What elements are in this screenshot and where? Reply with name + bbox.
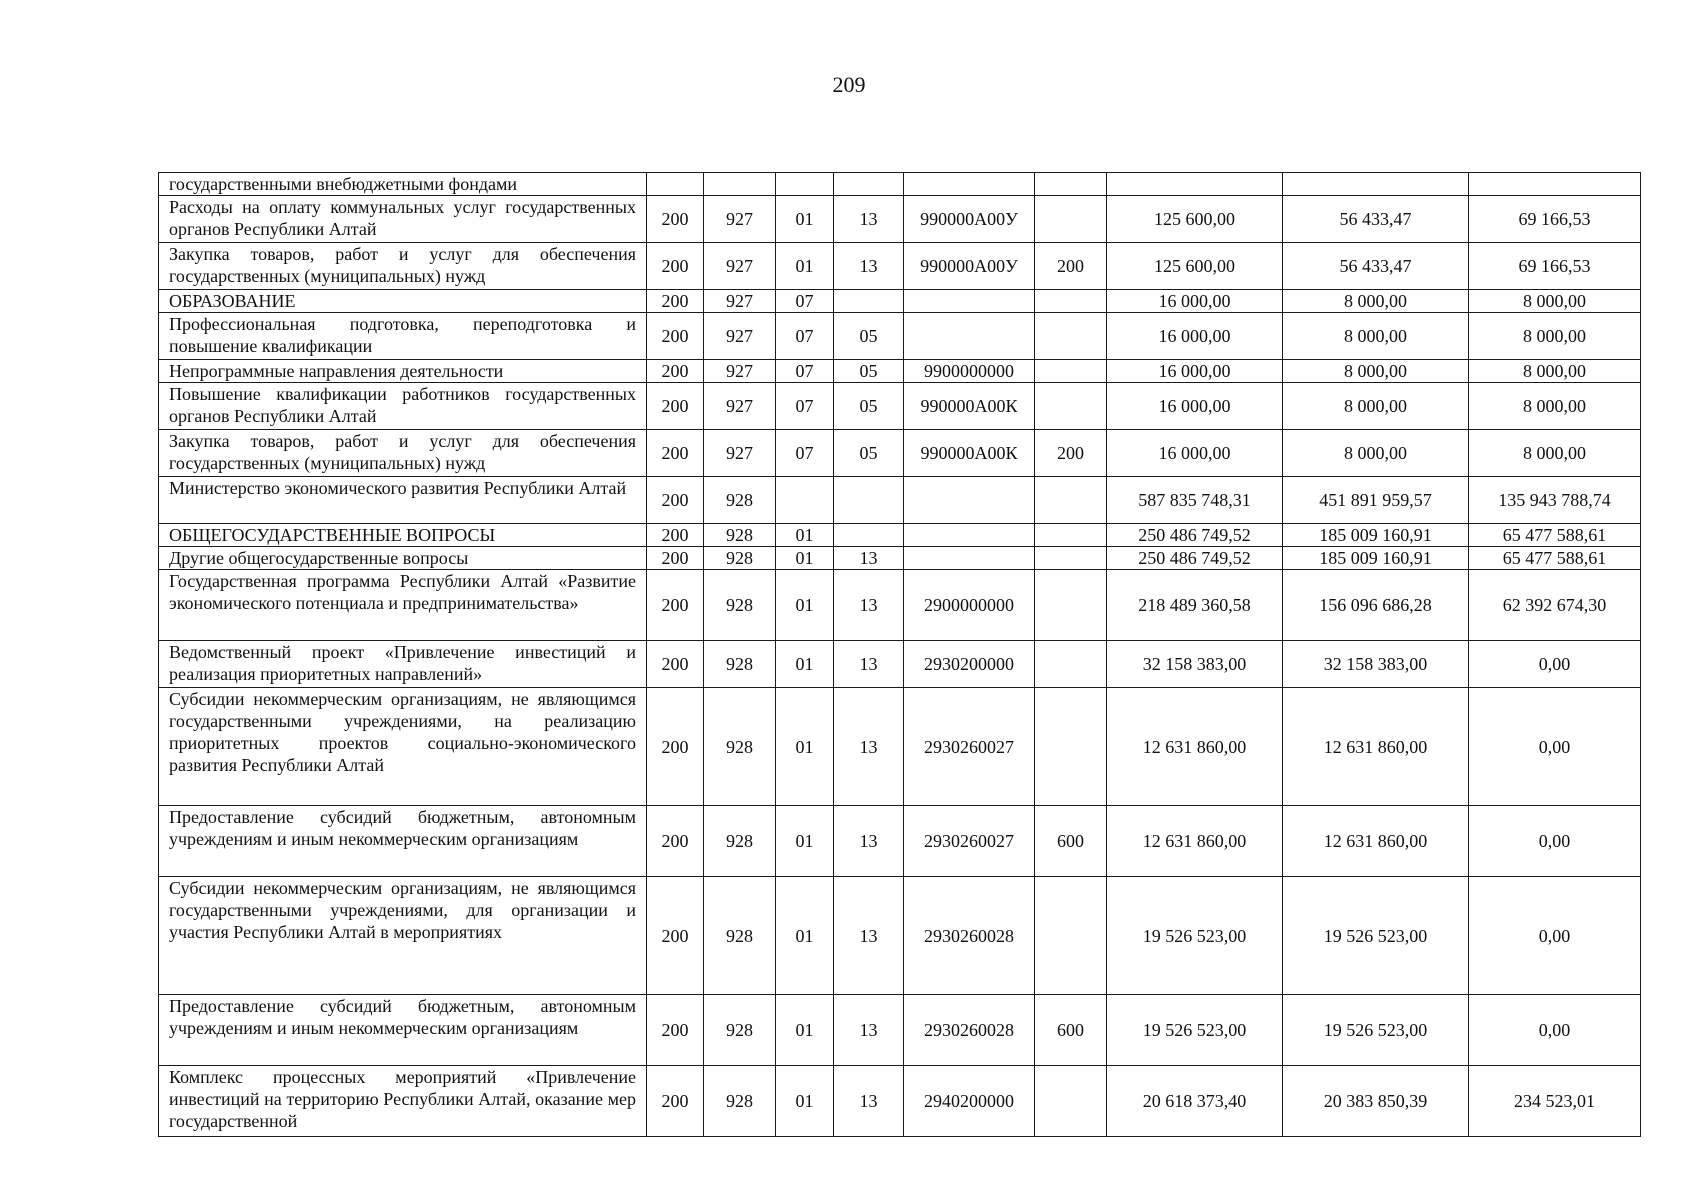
table-row [159, 995, 1641, 1066]
cell-grbs: 200 [647, 570, 704, 641]
cell-ved: 927 [704, 360, 776, 383]
cell-ved: 927 [704, 430, 776, 477]
cell-fact: 20 383 850,39 [1283, 1066, 1469, 1137]
cell-rest: 69 166,53 [1469, 243, 1641, 290]
cell-plan [1107, 173, 1283, 196]
cell-ved: 928 [704, 688, 776, 806]
cell-plan: 16 000,00 [1107, 430, 1283, 477]
cell-csr [904, 313, 1035, 360]
cell-name: Расходы на оплату коммунальных услуг государственных органов Республики Алтай [159, 196, 647, 243]
cell-pr: 05 [834, 313, 904, 360]
cell-pr [834, 173, 904, 196]
cell-plan: 250 486 749,52 [1107, 524, 1283, 547]
cell-rest: 8 000,00 [1469, 383, 1641, 430]
cell-csr: 2930260028 [904, 995, 1035, 1066]
cell-grbs: 200 [647, 1066, 704, 1137]
cell-rest: 0,00 [1469, 688, 1641, 806]
cell-vr [1035, 173, 1107, 196]
cell-vr [1035, 383, 1107, 430]
table-row [159, 547, 1641, 570]
cell-vr: 600 [1035, 995, 1107, 1066]
cell-plan: 12 631 860,00 [1107, 806, 1283, 877]
cell-rest: 8 000,00 [1469, 290, 1641, 313]
cell-ved: 928 [704, 806, 776, 877]
cell-vr [1035, 477, 1107, 524]
cell-fact: 19 526 523,00 [1283, 877, 1469, 995]
cell-grbs: 200 [647, 360, 704, 383]
cell-csr: 990000А00У [904, 243, 1035, 290]
cell-pr: 13 [834, 196, 904, 243]
cell-grbs: 200 [647, 196, 704, 243]
cell-name: Предоставление субсидий бюджетным, автономным учреждениям и иным некоммерческим организациям [159, 806, 647, 877]
cell-ved: 928 [704, 641, 776, 688]
cell-rest: 8 000,00 [1469, 360, 1641, 383]
table-row [159, 570, 1641, 641]
cell-ved [704, 173, 776, 196]
cell-rz: 07 [776, 290, 834, 313]
cell-plan: 32 158 383,00 [1107, 641, 1283, 688]
cell-csr: 2930200000 [904, 641, 1035, 688]
cell-ved: 928 [704, 995, 776, 1066]
cell-plan: 250 486 749,52 [1107, 547, 1283, 570]
cell-name: Непрограммные направления деятельности [159, 360, 647, 383]
cell-name: ОБРАЗОВАНИЕ [159, 290, 647, 313]
cell-grbs: 200 [647, 641, 704, 688]
cell-name: Другие общегосударственные вопросы [159, 547, 647, 570]
cell-ved: 928 [704, 524, 776, 547]
cell-csr: 2930260027 [904, 806, 1035, 877]
cell-pr: 13 [834, 877, 904, 995]
cell-rest: 135 943 788,74 [1469, 477, 1641, 524]
cell-fact: 8 000,00 [1283, 430, 1469, 477]
cell-csr [904, 547, 1035, 570]
cell-rz: 07 [776, 383, 834, 430]
cell-csr [904, 524, 1035, 547]
table-row [159, 641, 1641, 688]
cell-name: Субсидии некоммерческим организациям, не являющимся государственными учреждениями, для организации и участия Республики Алтай в мероприятиях [159, 877, 647, 995]
cell-grbs: 200 [647, 477, 704, 524]
cell-vr: 600 [1035, 806, 1107, 877]
cell-fact: 8 000,00 [1283, 290, 1469, 313]
table-row [159, 196, 1641, 243]
cell-rz: 01 [776, 688, 834, 806]
cell-csr [904, 173, 1035, 196]
cell-rz: 07 [776, 430, 834, 477]
cell-plan: 16 000,00 [1107, 383, 1283, 430]
table-row [159, 430, 1641, 477]
cell-name: Закупка товаров, работ и услуг для обеспечения государственных (муниципальных) нужд [159, 430, 647, 477]
table-body [159, 173, 1641, 1137]
cell-grbs: 200 [647, 290, 704, 313]
cell-rz: 01 [776, 547, 834, 570]
cell-vr [1035, 1066, 1107, 1137]
cell-csr: 990000А00К [904, 430, 1035, 477]
table-row [159, 688, 1641, 806]
cell-grbs: 200 [647, 995, 704, 1066]
cell-fact: 32 158 383,00 [1283, 641, 1469, 688]
cell-grbs: 200 [647, 688, 704, 806]
cell-grbs: 200 [647, 524, 704, 547]
cell-grbs: 200 [647, 243, 704, 290]
cell-plan: 20 618 373,40 [1107, 1066, 1283, 1137]
cell-rz: 01 [776, 806, 834, 877]
cell-rz: 07 [776, 313, 834, 360]
cell-pr: 05 [834, 360, 904, 383]
cell-plan: 218 489 360,58 [1107, 570, 1283, 641]
cell-rz [776, 173, 834, 196]
cell-rz: 01 [776, 524, 834, 547]
cell-csr: 990000А00У [904, 196, 1035, 243]
cell-rz [776, 477, 834, 524]
cell-ved: 927 [704, 196, 776, 243]
cell-plan: 19 526 523,00 [1107, 877, 1283, 995]
cell-rz: 07 [776, 360, 834, 383]
cell-grbs: 200 [647, 383, 704, 430]
cell-rest: 0,00 [1469, 877, 1641, 995]
cell-rz: 01 [776, 641, 834, 688]
table-row [159, 173, 1641, 196]
cell-grbs: 200 [647, 806, 704, 877]
cell-vr [1035, 290, 1107, 313]
cell-name: государственными внебюджетными фондами [159, 173, 647, 196]
table-row [159, 877, 1641, 995]
cell-csr [904, 290, 1035, 313]
cell-name: Повышение квалификации работников государственных органов Республики Алтай [159, 383, 647, 430]
cell-csr: 2940200000 [904, 1066, 1035, 1137]
table-row [159, 243, 1641, 290]
cell-rz: 01 [776, 570, 834, 641]
cell-name: Комплекс процессных мероприятий «Привлечение инвестиций на территорию Республики Алтай, оказание мер государственной [159, 1066, 647, 1137]
cell-csr [904, 477, 1035, 524]
cell-vr [1035, 524, 1107, 547]
table-row [159, 360, 1641, 383]
cell-pr: 13 [834, 641, 904, 688]
cell-plan: 125 600,00 [1107, 196, 1283, 243]
cell-vr [1035, 360, 1107, 383]
cell-fact: 185 009 160,91 [1283, 547, 1469, 570]
cell-grbs: 200 [647, 877, 704, 995]
cell-pr: 13 [834, 806, 904, 877]
cell-rest: 0,00 [1469, 641, 1641, 688]
cell-ved: 928 [704, 1066, 776, 1137]
cell-name: Предоставление субсидий бюджетным, автономным учреждениям и иным некоммерческим организациям [159, 995, 647, 1066]
cell-name: Ведомственный проект «Привлечение инвестиций и реализация приоритетных направлений» [159, 641, 647, 688]
cell-ved: 927 [704, 313, 776, 360]
cell-name: Министерство экономического развития Республики Алтай [159, 477, 647, 524]
cell-ved: 928 [704, 547, 776, 570]
cell-ved: 927 [704, 290, 776, 313]
cell-rest: 8 000,00 [1469, 313, 1641, 360]
cell-csr: 2930260027 [904, 688, 1035, 806]
cell-pr: 05 [834, 383, 904, 430]
cell-plan: 587 835 748,31 [1107, 477, 1283, 524]
cell-csr: 9900000000 [904, 360, 1035, 383]
cell-pr [834, 477, 904, 524]
cell-ved: 928 [704, 477, 776, 524]
cell-fact: 12 631 860,00 [1283, 688, 1469, 806]
cell-ved: 928 [704, 570, 776, 641]
table-row [159, 477, 1641, 524]
cell-rest: 0,00 [1469, 806, 1641, 877]
table-row [159, 290, 1641, 313]
cell-pr: 05 [834, 430, 904, 477]
cell-grbs: 200 [647, 547, 704, 570]
table-row [159, 524, 1641, 547]
cell-rest: 62 392 674,30 [1469, 570, 1641, 641]
cell-rest [1469, 173, 1641, 196]
cell-rz: 01 [776, 243, 834, 290]
cell-ved: 927 [704, 243, 776, 290]
cell-vr [1035, 688, 1107, 806]
cell-fact [1283, 173, 1469, 196]
cell-vr [1035, 313, 1107, 360]
cell-plan: 12 631 860,00 [1107, 688, 1283, 806]
cell-rz: 01 [776, 877, 834, 995]
cell-vr [1035, 196, 1107, 243]
cell-csr: 990000А00К [904, 383, 1035, 430]
cell-plan: 125 600,00 [1107, 243, 1283, 290]
cell-pr: 13 [834, 995, 904, 1066]
cell-rest: 8 000,00 [1469, 430, 1641, 477]
cell-rz: 01 [776, 1066, 834, 1137]
table-row [159, 313, 1641, 360]
cell-plan: 16 000,00 [1107, 360, 1283, 383]
cell-rest: 69 166,53 [1469, 196, 1641, 243]
table-row [159, 383, 1641, 430]
cell-pr: 13 [834, 547, 904, 570]
cell-vr [1035, 877, 1107, 995]
cell-vr: 200 [1035, 243, 1107, 290]
cell-pr [834, 290, 904, 313]
table-row [159, 806, 1641, 877]
cell-fact: 56 433,47 [1283, 243, 1469, 290]
cell-vr [1035, 570, 1107, 641]
cell-rz: 01 [776, 196, 834, 243]
cell-plan: 19 526 523,00 [1107, 995, 1283, 1066]
cell-pr: 13 [834, 570, 904, 641]
cell-csr: 2930260028 [904, 877, 1035, 995]
cell-pr [834, 524, 904, 547]
cell-vr [1035, 547, 1107, 570]
cell-plan: 16 000,00 [1107, 290, 1283, 313]
cell-rest: 0,00 [1469, 995, 1641, 1066]
cell-name: Субсидии некоммерческим организациям, не являющимся государственными учреждениями, на реализацию приоритетных проектов социально-экономического развития Республики Алтай [159, 688, 647, 806]
cell-rz: 01 [776, 995, 834, 1066]
cell-fact: 8 000,00 [1283, 383, 1469, 430]
cell-fact: 19 526 523,00 [1283, 995, 1469, 1066]
cell-fact: 8 000,00 [1283, 360, 1469, 383]
cell-plan: 16 000,00 [1107, 313, 1283, 360]
cell-name: Государственная программа Республики Алтай «Развитие экономического потенциала и предпринимательства» [159, 570, 647, 641]
cell-pr: 13 [834, 688, 904, 806]
cell-rest: 65 477 588,61 [1469, 524, 1641, 547]
cell-name: ОБЩЕГОСУДАРСТВЕННЫЕ ВОПРОСЫ [159, 524, 647, 547]
cell-rest: 234 523,01 [1469, 1066, 1641, 1137]
cell-grbs: 200 [647, 313, 704, 360]
cell-vr: 200 [1035, 430, 1107, 477]
cell-ved: 928 [704, 877, 776, 995]
cell-pr: 13 [834, 1066, 904, 1137]
cell-name: Профессиональная подготовка, переподготовка и повышение квалификации [159, 313, 647, 360]
cell-vr [1035, 641, 1107, 688]
cell-fact: 12 631 860,00 [1283, 806, 1469, 877]
cell-ved: 927 [704, 383, 776, 430]
cell-grbs [647, 173, 704, 196]
cell-fact: 451 891 959,57 [1283, 477, 1469, 524]
budget-table [158, 172, 1641, 1137]
cell-fact: 185 009 160,91 [1283, 524, 1469, 547]
cell-rest: 65 477 588,61 [1469, 547, 1641, 570]
cell-grbs: 200 [647, 430, 704, 477]
cell-pr: 13 [834, 243, 904, 290]
cell-fact: 8 000,00 [1283, 313, 1469, 360]
cell-fact: 156 096 686,28 [1283, 570, 1469, 641]
page-number: 209 [832, 72, 866, 97]
cell-csr: 2900000000 [904, 570, 1035, 641]
cell-name: Закупка товаров, работ и услуг для обеспечения государственных (муниципальных) нужд [159, 243, 647, 290]
table-row [159, 1066, 1641, 1137]
cell-fact: 56 433,47 [1283, 196, 1469, 243]
